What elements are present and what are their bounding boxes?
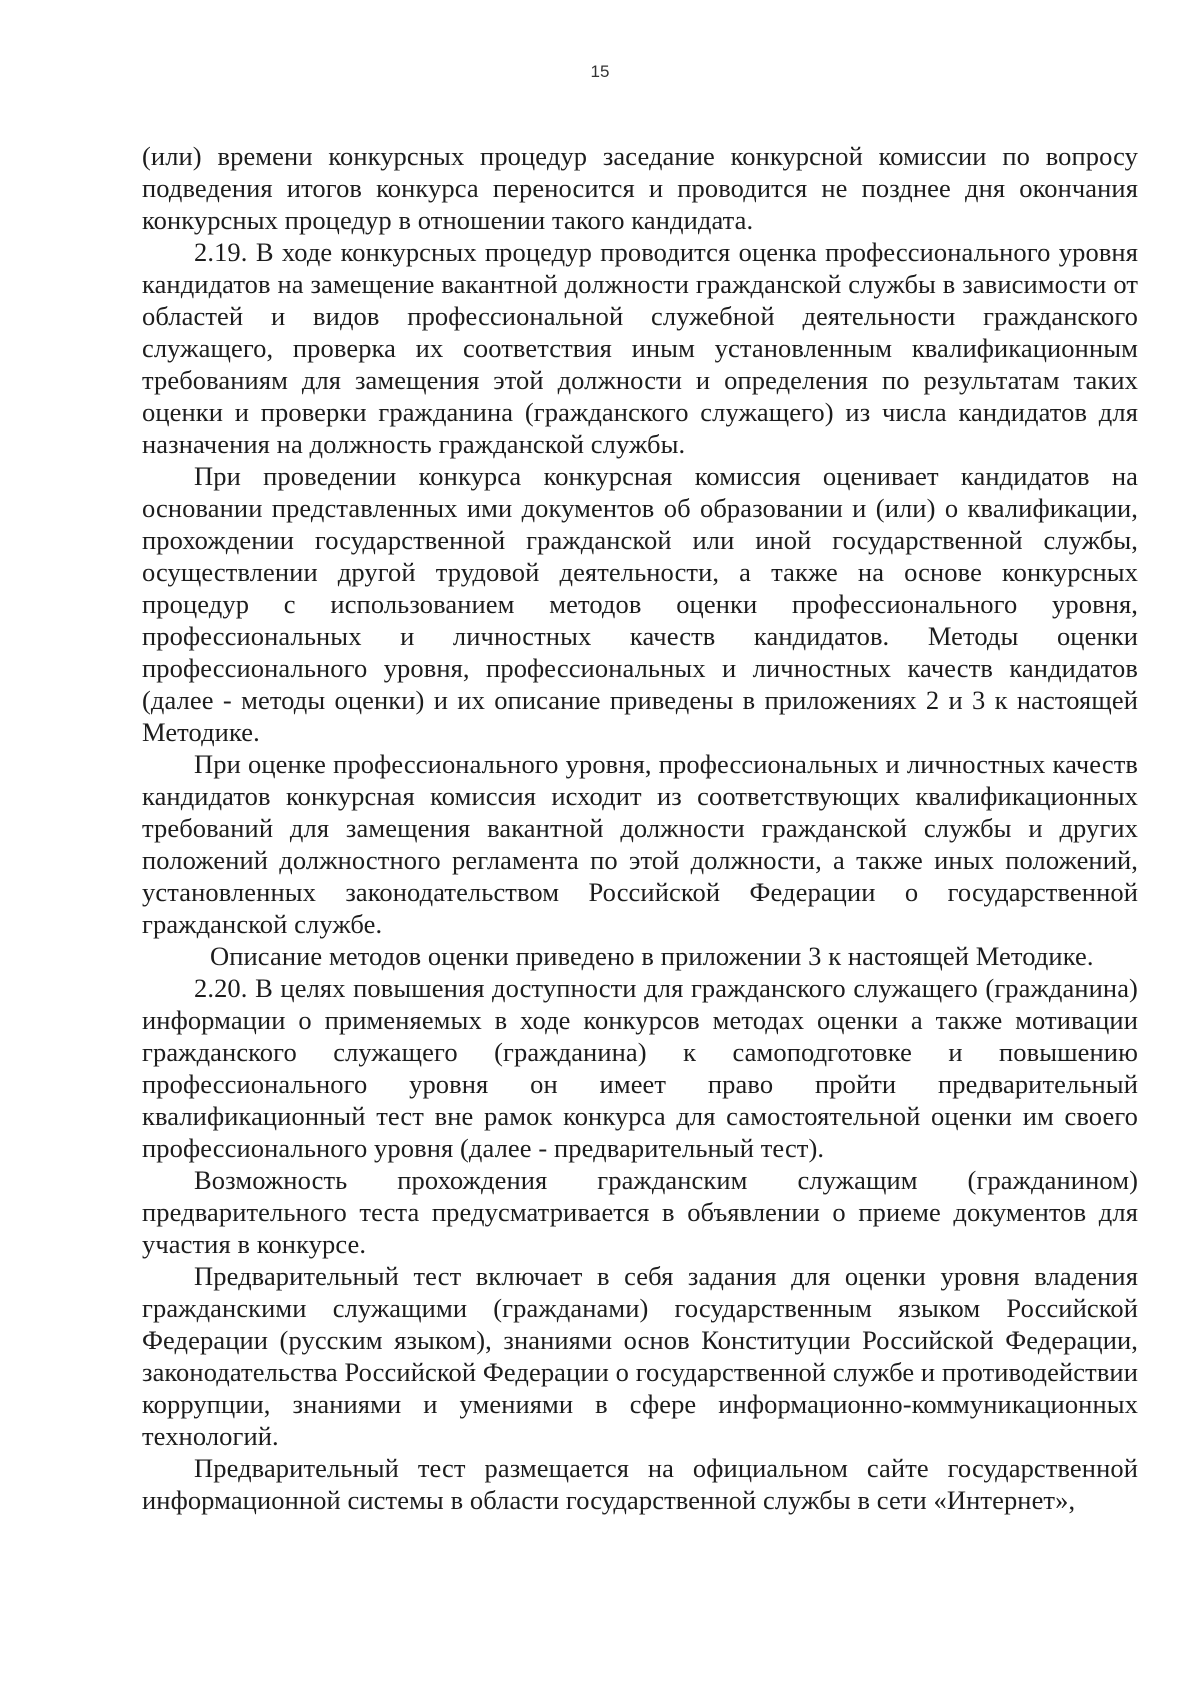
- paragraph-2-19: 2.19. В ходе конкурсных процедур проводится оценка профессионального уровня кандидатов на замещение вакантной должности гражданской службы в зависимости от областей и видов профессиональной служебной деятельности гражданского служащего, проверка их соответствия иным установленным квалификационным требованиям для замещения этой должности и определения по результатам таких оценки и проверки гражданина (гражданского служащего) из числа кандидатов для назначения на должность гражданской службы.: [142, 237, 1138, 459]
- paragraph-test-placement: Предварительный тест размещается на официальном сайте государственной информационной системы в области государственной службы в сети «Интернет»,: [142, 1453, 1138, 1515]
- document-body: [142, 140, 1138, 1516]
- paragraph-test-contents: Предварительный тест включает в себя задания для оценки уровня владения гражданскими служащими (гражданами) государственным языком Российской Федерации (русским языком), знаниями основ Конституции Российской Федерации, законодательства Российской Федерации о государственной службе и противодействии коррупции, знаниями и умениями в сфере информационно-коммуникационных технологий.: [142, 1261, 1138, 1451]
- paragraph-2-20: 2.20. В целях повышения доступности для гражданского служащего (гражданина) информации о применяемых в ходе конкурсов методах оценки а также мотивации гражданского служащего (гражданина) к самоподготовке и повышению профессионального уровня он имеет право пройти предварительный квалификационный тест вне рамок конкурса для самостоятельной оценки им своего профессионального уровня (далее - предварительный тест).: [142, 973, 1138, 1163]
- paragraph-evaluation-criteria: При оценке профессионального уровня, профессиональных и личностных качеств кандидатов конкурсная комиссия исходит из соответствующих квалификационных требований для замещения вакантной должности гражданской службы и других положений должностного регламента по этой должности, а также иных положений, установленных законодательством Российской Федерации о государственной гражданской службе.: [142, 749, 1138, 939]
- page-number: 15: [590, 62, 610, 81]
- paragraph-commission-evaluation: При проведении конкурса конкурсная комиссия оценивает кандидатов на основании представленных ими документов об образовании и (или) о квалификации, прохождении государственной гражданской или иной государственной службы, осуществлении другой трудовой деятельности, а также на основе конкурсных процедур с использованием методов оценки профессионального уровня, профессиональных и личностных качеств кандидатов. Методы оценки профессионального уровня, профессиональных и личностных качеств кандидатов (далее - методы оценки) и их описание приведены в приложениях 2 и 3 к настоящей Методике.: [142, 461, 1138, 747]
- paragraph-test-possibility: Возможность прохождения гражданским служащим (гражданином) предварительного теста предусматривается в объявлении о приеме документов для участия в конкурсе.: [142, 1165, 1138, 1259]
- paragraph-methods-description: Описание методов оценки приведено в приложении 3 к настоящей Методике.: [210, 941, 1094, 971]
- paragraph-continuation: (или) времени конкурсных процедур заседание конкурсной комиссии по вопросу подведения итогов конкурса переносится и проводится не позднее дня окончания конкурсных процедур в отношении такого кандидата.: [142, 141, 1138, 235]
